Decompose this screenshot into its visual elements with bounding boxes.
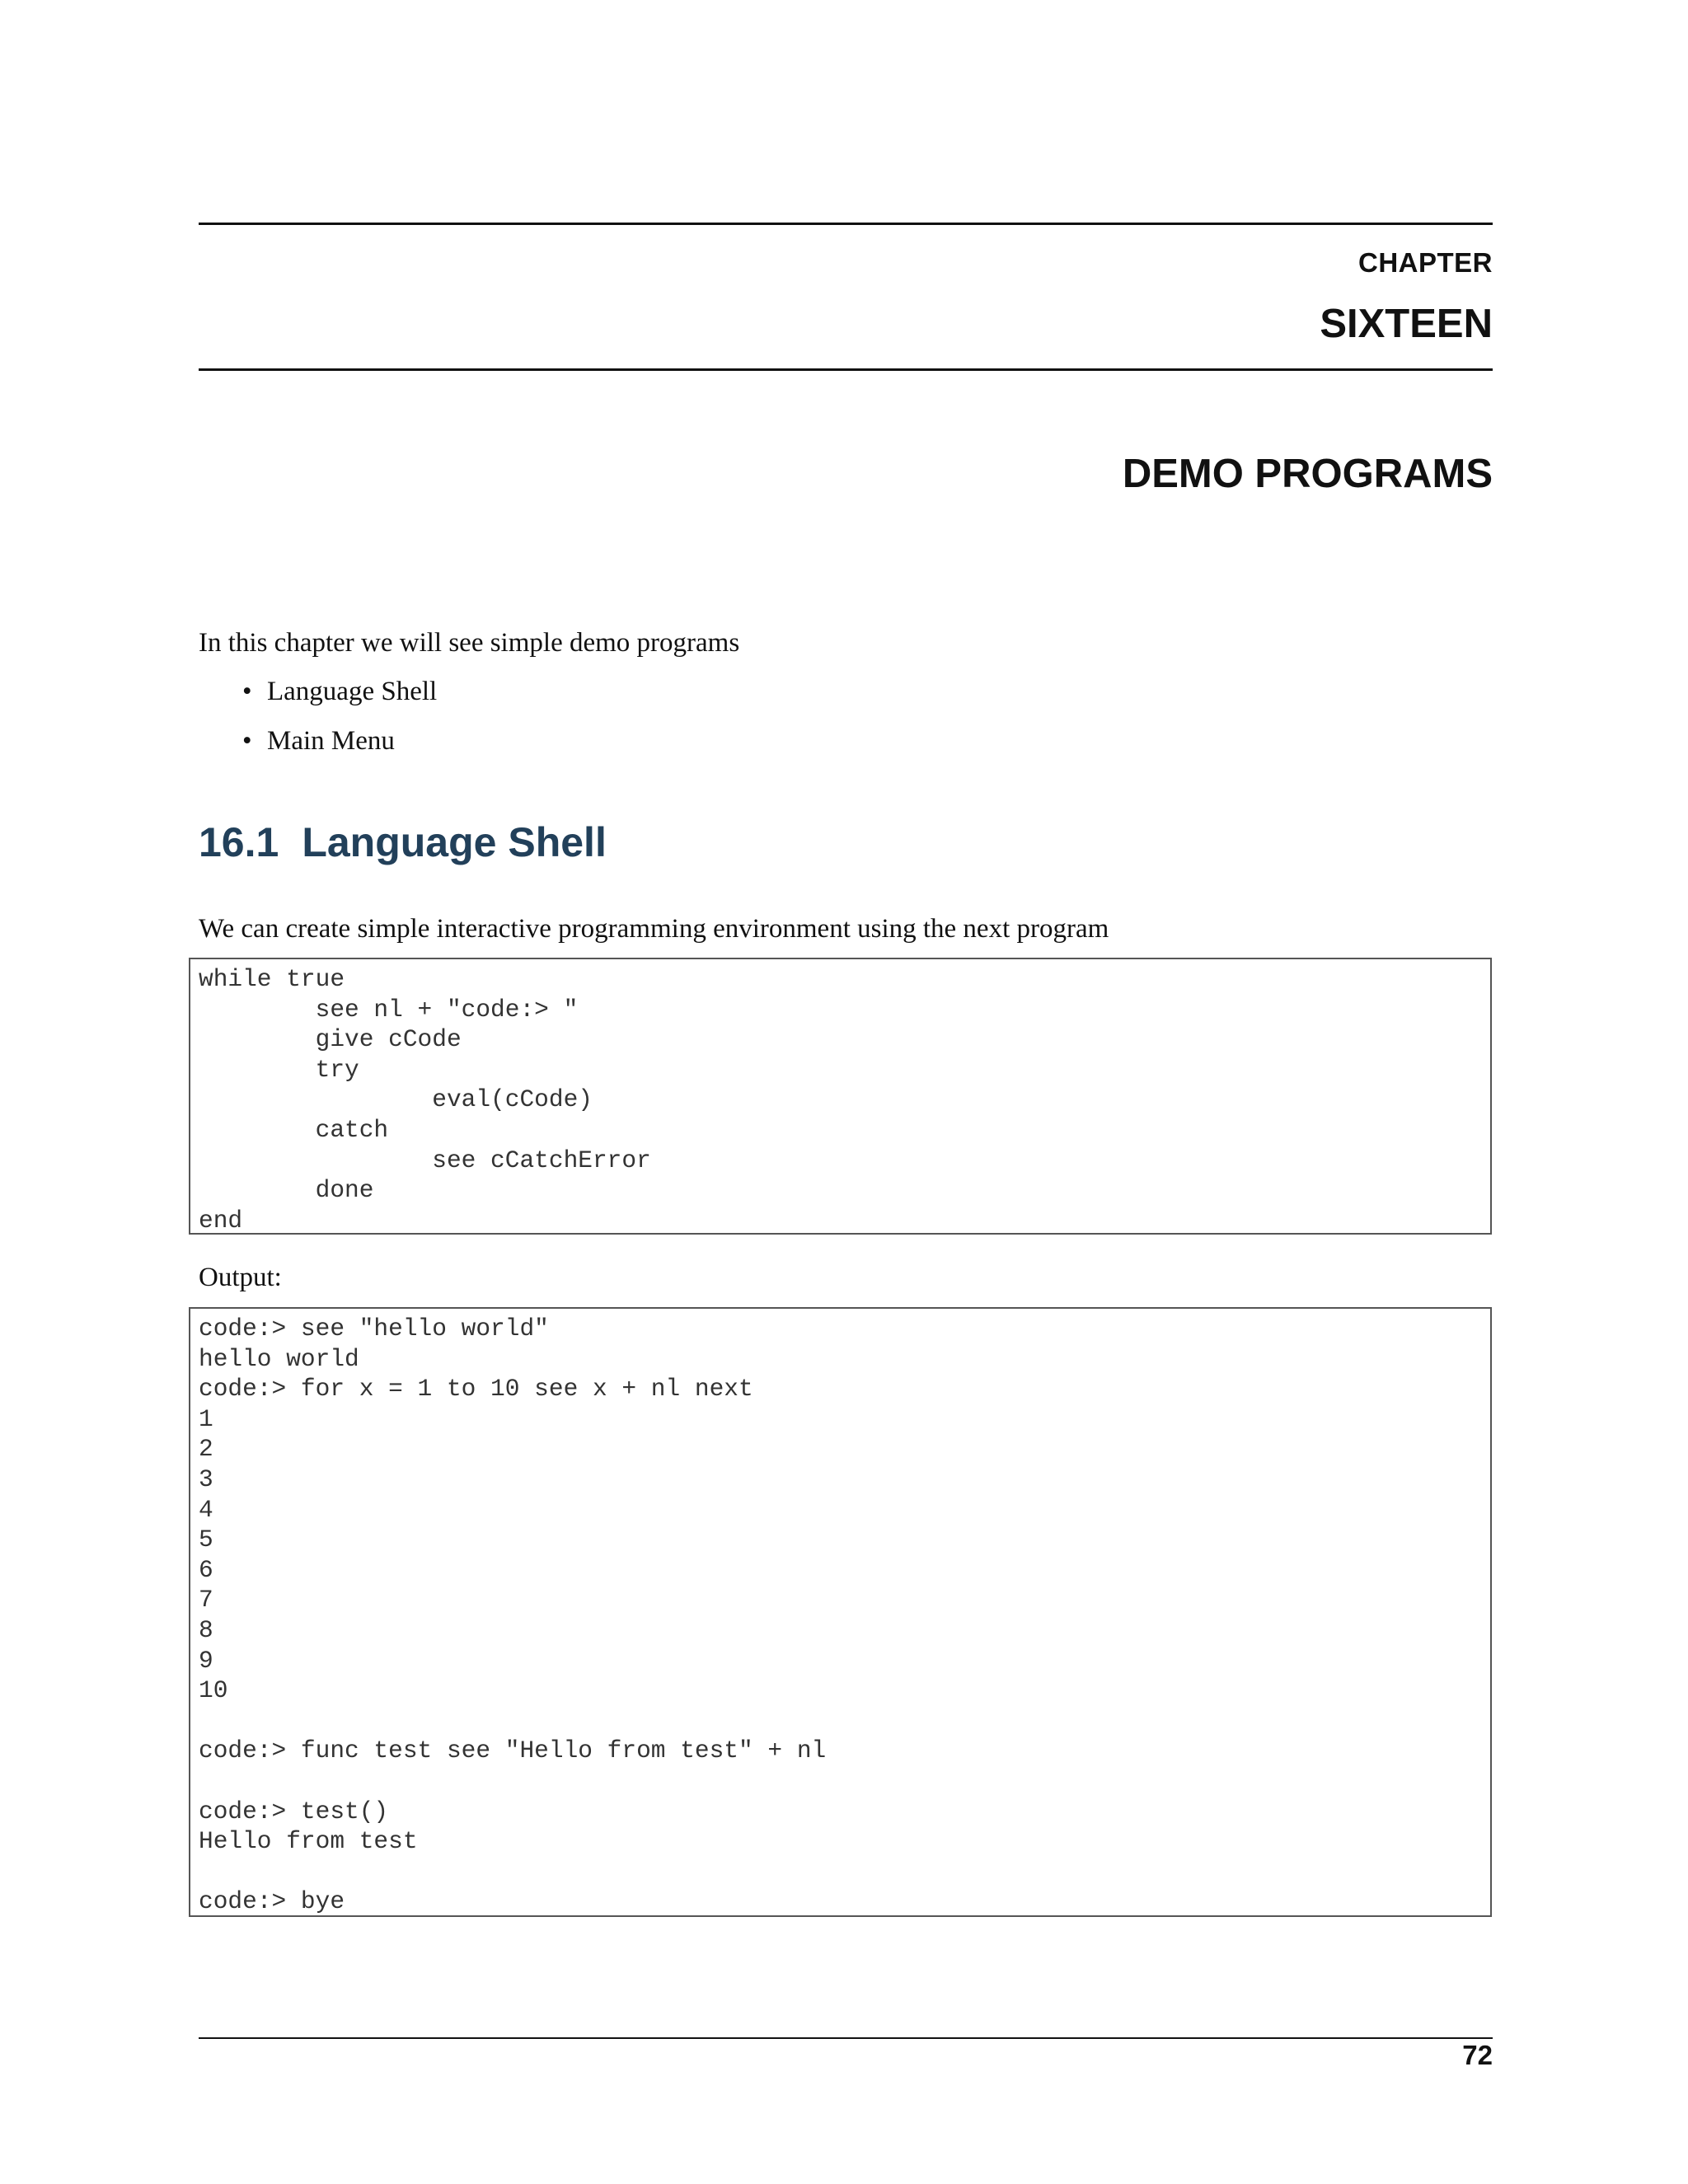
- bullet-icon: •: [242, 726, 252, 756]
- intro-paragraph: In this chapter we will see simple demo programs: [199, 628, 740, 658]
- section-number: 16.1: [199, 819, 279, 865]
- chapter-top-rule: [199, 223, 1493, 225]
- chapter-bottom-rule: [199, 368, 1493, 371]
- output-text: code:> see "hello world" hello world code:> for x = 1 to 10 see x + nl next 1 2 3 4 5 6 7 8 9 10 code:> func test see "Hello from test" + nl code:> test() Hello from test code:> bye: [199, 1315, 827, 1916]
- code-block: [189, 958, 1492, 1235]
- chapter-label: CHAPTER: [1357, 247, 1493, 278]
- section-title: Language Shell: [302, 819, 607, 865]
- list-item-label: Main Menu: [267, 726, 395, 756]
- bullet-list: [244, 675, 437, 774]
- bullet-icon: •: [242, 677, 252, 706]
- footer-rule: [199, 2037, 1493, 2039]
- output-label: Output:: [199, 1263, 282, 1292]
- list-item-label: Language Shell: [267, 677, 438, 706]
- section-paragraph: We can create simple interactive programming environment using the next program: [199, 914, 1109, 944]
- output-block: [189, 1307, 1492, 1917]
- chapter-title: DEMO PROGRAMS: [1122, 452, 1493, 496]
- section-heading: [199, 818, 607, 866]
- code-text: while true see nl + "code:> " give cCode try eval(cCode) catch see cCatchError done end: [199, 965, 651, 1235]
- chapter-number: SIXTEEN: [1320, 302, 1493, 346]
- page-number: 72: [1462, 2040, 1493, 2070]
- list-item: [244, 724, 437, 774]
- list-item: [244, 675, 437, 724]
